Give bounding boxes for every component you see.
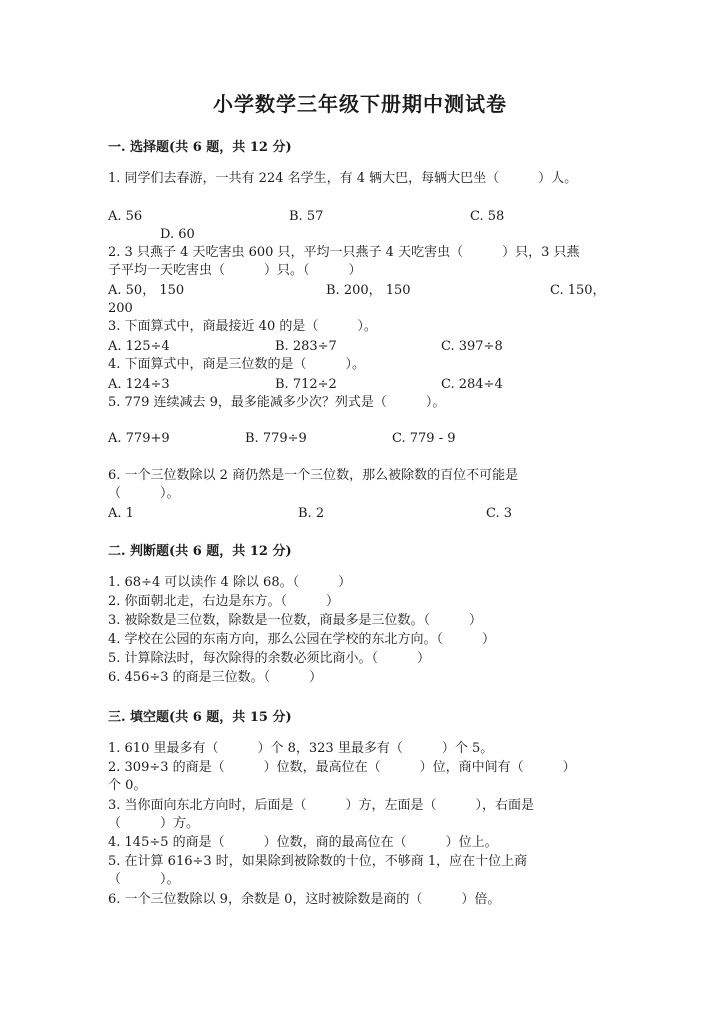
- judgement-item: 6. 456÷3 的商是三位数。（ ）: [108, 670, 323, 685]
- judgement-item: 2. 你面朝北走，右边是东方。（ ）: [108, 594, 340, 609]
- page-title: 小学数学三年级下册期中测试卷: [213, 92, 507, 116]
- fill-item: 6. 一个三位数除以 9，余数是 0，这时被除数是商的（ ）倍。: [108, 892, 501, 907]
- option-b: B. 712÷2: [275, 377, 337, 392]
- option-a: A. 124÷3: [108, 377, 170, 392]
- question-stem: 5. 779 连续减去 9，最多能减多少次？列式是（ ）。: [108, 395, 446, 410]
- fill-item: 5. 在计算 616÷3 时，如果除到被除数的十位，不够商 1，应在十位上商: [108, 854, 528, 869]
- section-heading-judgement: 二. 判断题(共 6 题，共 12 分): [108, 544, 292, 559]
- judgement-item: 4. 学校在公园的东南方向，那么公园在学校的东北方向。（ ）: [108, 632, 496, 647]
- option-b: B. 779÷9: [245, 431, 307, 446]
- judgement-item: 1. 68÷4 可以读作 4 除以 68。（ ）: [108, 575, 352, 590]
- option-c: C. 284÷4: [441, 377, 503, 392]
- option-c: C. 58: [470, 209, 505, 224]
- fill-item: 3. 当你面向东北方向时，后面是（ ）方，左面是（ ），右面是: [108, 798, 535, 813]
- fill-item: 4. 145÷5 的商是（ ）位数，商的最高位在（ ）位上。: [108, 835, 498, 850]
- question-stem-continued: 子平均一天吃害虫（ ）只。（ ）: [108, 263, 362, 278]
- option-b: B. 200， 150: [326, 283, 411, 298]
- question-stem: 6. 一个三位数除以 2 商仍然是一个三位数，那么被除数的百位不可能是: [108, 468, 519, 483]
- option-a: A. 125÷4: [108, 339, 170, 354]
- question-stem: 2. 3 只燕子 4 天吃害虫 600 只，平均一只燕子 4 天吃害虫（ ）只，3 只燕: [108, 245, 580, 260]
- option-b: B. 283÷7: [275, 339, 337, 354]
- option-b: B. 2: [298, 506, 325, 521]
- question-stem: 4. 下面算式中，商是三位数的是（ ）。: [108, 357, 366, 372]
- option-a: A. 50， 150: [108, 283, 185, 298]
- fill-item: 1. 610 里最多有（ ）个 8，323 里最多有（ ）个 5。: [108, 741, 494, 756]
- option-a: A. 56: [108, 209, 143, 224]
- judgement-item: 5. 计算除法时，每次除得的余数必须比商小。（ ）: [108, 651, 431, 666]
- fill-item-continued: （ ）方。: [108, 816, 200, 831]
- option-b: B. 57: [289, 209, 324, 224]
- option-c: C. 150，: [550, 283, 606, 298]
- fill-item-continued: 个 0。: [108, 778, 147, 793]
- option-c: C. 397÷8: [441, 339, 503, 354]
- fill-item-continued: （ ）。: [108, 872, 180, 887]
- fill-item: 2. 309÷3 的商是（ ）位数，最高位在（ ）位，商中间有（ ）: [108, 760, 576, 775]
- question-stem-continued: （ ）。: [108, 486, 180, 501]
- section-heading-choice: 一. 选择题(共 6 题，共 12 分): [108, 140, 292, 155]
- judgement-item: 3. 被除数是三位数，除数是一位数，商最多是三位数。（ ）: [108, 613, 483, 628]
- question-stem: 1. 同学们去春游，一共有 224 名学生，有 4 辆大巴，每辆大巴坐（ ）人。: [108, 171, 578, 186]
- option-c: C. 779 - 9: [392, 431, 456, 446]
- section-heading-fill-blank: 三. 填空题(共 6 题，共 15 分): [108, 710, 292, 725]
- option-a: A. 1: [108, 506, 134, 521]
- option-c: C. 3: [486, 506, 513, 521]
- option-a: A. 779+9: [108, 431, 170, 446]
- question-stem: 3. 下面算式中，商最接近 40 的是（ ）。: [108, 319, 377, 334]
- option-c-continued: 200: [108, 301, 133, 316]
- option-d: D. 60: [160, 227, 195, 242]
